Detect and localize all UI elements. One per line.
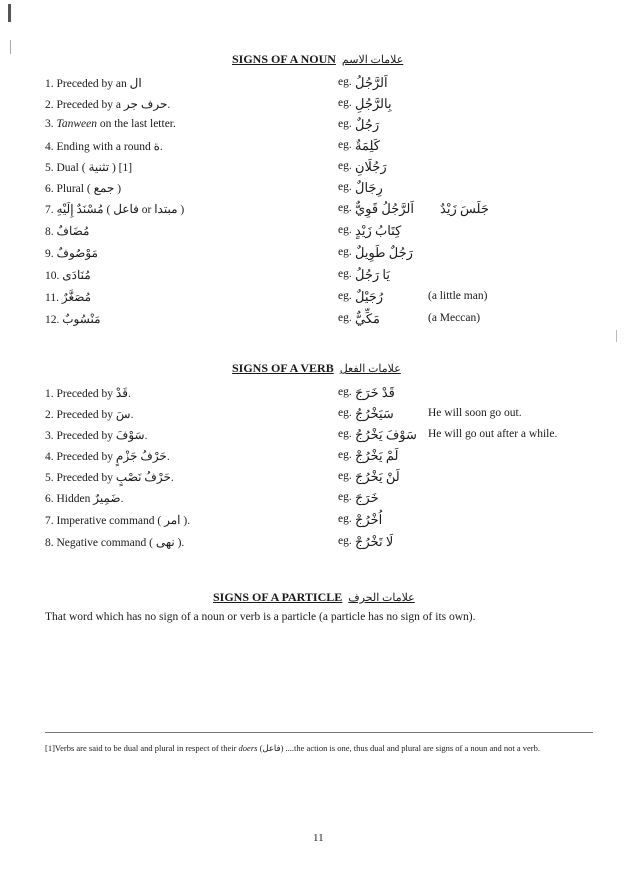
noun-item: [0, 76, 638, 96]
verb-item-label: 5. Preceded by حَرْفُ نَصْبٍ.: [45, 470, 174, 484]
verb-item-label: 2. Preceded by سَ.: [45, 407, 134, 421]
eg-label: eg.: [338, 491, 352, 503]
noun-translation: (a little man): [428, 290, 488, 302]
eg-label: eg.: [338, 202, 352, 214]
verb-item-label: 1. Preceded by قَدْ.: [45, 386, 131, 400]
verb-item: [0, 449, 638, 469]
eg-label: eg.: [338, 181, 352, 193]
eg-label: eg.: [338, 160, 352, 172]
eg-label: eg.: [338, 428, 352, 440]
noun-item-label: 9. مَوْصُوفٌ: [45, 246, 98, 260]
noun-example: رَجُلٌ طَوِيلٌ: [355, 245, 413, 260]
binder-mark: [10, 40, 11, 54]
verb-heading-arabic: علامات الفعل: [339, 363, 401, 375]
verb-heading: [232, 361, 401, 376]
verb-item: [0, 491, 638, 511]
noun-heading: [232, 52, 403, 67]
eg-label: eg.: [338, 470, 352, 482]
verb-example: قَدْ خَرَجَ: [355, 385, 395, 400]
verb-item: [0, 428, 638, 448]
noun-item: [0, 202, 638, 222]
binder-mark: [8, 4, 11, 22]
verb-example: سَيَخْرُجُ: [355, 406, 394, 421]
particle-heading-arabic: علامات الحرف: [348, 592, 415, 604]
particle-heading: [213, 590, 415, 605]
noun-item: [0, 97, 638, 117]
eg-label: eg.: [338, 76, 352, 88]
noun-example: مَكِّيٌّ: [355, 311, 380, 326]
noun-example: اَلرَّجُلُ: [355, 75, 388, 90]
noun-item-label: 10. مُنَادَى: [45, 268, 91, 282]
noun-item-label: 6. Plural ( جمع ): [45, 181, 122, 195]
eg-label: eg.: [338, 290, 352, 302]
verb-example: لَنْ يَخْرُجَ: [355, 469, 400, 484]
eg-label: eg.: [338, 449, 352, 461]
particle-definition: That word which has no sign of a noun or verb is a particle (a particle has no sign of its own).: [45, 611, 476, 623]
noun-example: بِالرَّجُلِ: [355, 96, 392, 111]
eg-label: eg.: [338, 97, 352, 109]
noun-example: كَلِمَةٌ: [355, 138, 380, 153]
eg-label: eg.: [338, 535, 352, 547]
noun-item-label: 3. Tanween on the last letter.: [45, 118, 176, 130]
noun-example: كِتَابُ زَيْدٍ: [355, 223, 402, 238]
noun-item: [0, 181, 638, 201]
noun-item: [0, 224, 638, 244]
noun-item: [0, 290, 638, 310]
noun-item-label: 12. مَنْسُوبٌ: [45, 312, 101, 326]
verb-example: لَمْ يَخْرُجْ: [355, 448, 399, 463]
eg-label: eg.: [338, 139, 352, 151]
noun-example-2: جَلَسَ زَيْدٌ: [440, 201, 489, 216]
footnote-divider: [45, 732, 593, 733]
noun-item-label: 7. مُسْنَدٌ إِلَيْهِ ( فاعل or مبتدا ): [45, 202, 185, 216]
eg-label: eg.: [338, 224, 352, 236]
noun-example: اَلرَّجُلُ قَوِيٌّ: [355, 201, 414, 216]
noun-translation: (a Meccan): [428, 312, 481, 324]
noun-item: [0, 268, 638, 288]
footnote: [1]Verbs are said to be dual and plural in respect of their doers (فاعل) ....the action is one, thus dual and plural are signs of a noun and not a verb.: [45, 743, 541, 753]
eg-label: eg.: [338, 312, 352, 324]
verb-example: سَوْفَ يَخْرُجُ: [355, 427, 417, 442]
noun-example: رِجَالٌ: [355, 180, 383, 195]
eg-label: eg.: [338, 118, 352, 130]
noun-item: [0, 118, 638, 138]
verb-item: [0, 386, 638, 406]
page-number: 11: [313, 832, 324, 844]
verb-item: [0, 513, 638, 533]
verb-item: [0, 407, 638, 427]
verb-item-label: 6. Hidden ضَمِيرٌ.: [45, 491, 124, 505]
eg-label: eg.: [338, 246, 352, 258]
noun-item-label: 8. مُضَافٌ: [45, 224, 90, 238]
verb-heading-text: SIGNS OF A VERB: [232, 361, 334, 375]
noun-example: رَجُلَانِ: [355, 159, 387, 174]
noun-example: رَجُلٌ: [355, 117, 380, 132]
verb-item-label: 7. Imperative command ( امر ).: [45, 513, 191, 527]
noun-item-label: 1. Preceded by an ال: [45, 76, 142, 90]
particle-heading-text: SIGNS OF A PARTICLE: [213, 590, 343, 604]
noun-heading-arabic: علامات الاسم: [341, 54, 404, 66]
verb-example: خَرَجَ: [355, 490, 379, 505]
noun-item: [0, 312, 638, 332]
verb-item: [0, 535, 638, 555]
eg-label: eg.: [338, 386, 352, 398]
noun-item-label: 5. Dual ( تثنية ) [1]: [45, 160, 133, 174]
noun-item-label: 2. Preceded by a حرف جر.: [45, 97, 171, 111]
eg-label: eg.: [338, 268, 352, 280]
verb-item-label: 8. Negative command ( نهى ).: [45, 535, 185, 549]
verb-translation: He will go out after a while.: [428, 428, 558, 440]
verb-example: لَا تَخْرُجْ: [355, 534, 394, 549]
noun-item: [0, 139, 638, 159]
eg-label: eg.: [338, 407, 352, 419]
verb-item-label: 3. Preceded by سَوْفَ.: [45, 428, 148, 442]
verb-item: [0, 470, 638, 490]
eg-label: eg.: [338, 513, 352, 525]
noun-example: رُجَيْلٌ: [355, 289, 384, 304]
noun-item-label: 4. Ending with a round ة.: [45, 139, 163, 153]
verb-example: اُخْرُجْ: [355, 512, 383, 527]
verb-item-label: 4. Preceded by حَرْفُ جَزْمٍ.: [45, 449, 170, 463]
noun-heading-text: SIGNS OF A NOUN: [232, 52, 336, 66]
verb-translation: He will soon go out.: [428, 407, 522, 419]
noun-item: [0, 160, 638, 180]
noun-example: يَا رَجُلُ: [355, 267, 390, 282]
noun-item: [0, 246, 638, 266]
noun-item-label: 11. مُصَغَّرٌ: [45, 290, 92, 304]
